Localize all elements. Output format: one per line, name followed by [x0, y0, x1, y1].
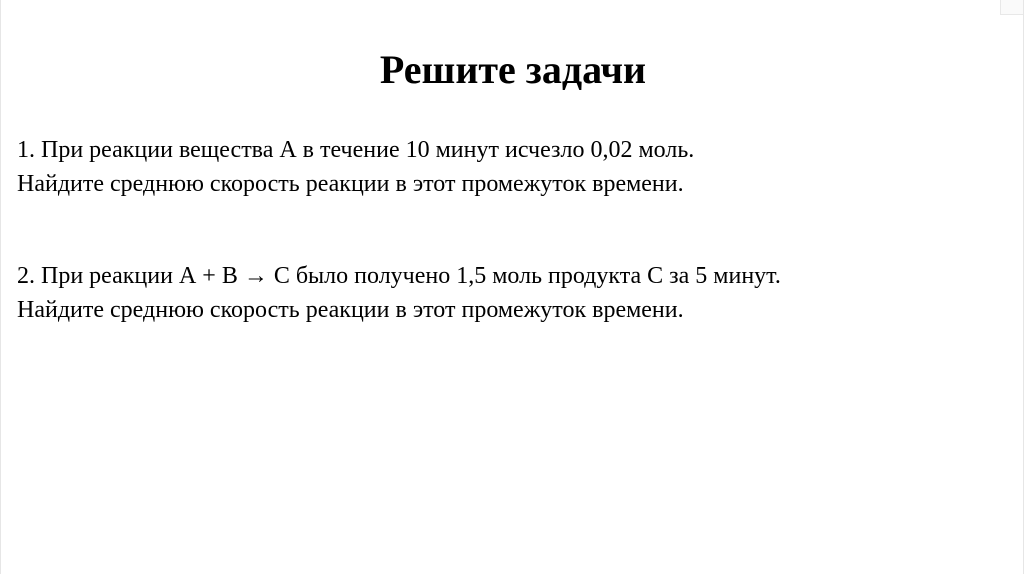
task-1-line-2: Найдите среднюю скорость реакции в этот промежуток времени. [17, 171, 684, 197]
task-2-line-2: Найдите среднюю скорость реакции в этот промежуток времени. [17, 297, 684, 323]
task-2 [17, 259, 1007, 327]
task-2-line-1: 2. При реакции А + В → С было получено 1,5 моль продукта С за 5 минут. [17, 263, 781, 289]
slide-title: Решите задачи [379, 47, 647, 92]
task-1-line-1: 1. При реакции вещества А в течение 10 минут исчезло 0,02 моль. [17, 137, 695, 163]
task-1 [17, 133, 1007, 201]
slide-corner-tab [1000, 0, 1023, 15]
